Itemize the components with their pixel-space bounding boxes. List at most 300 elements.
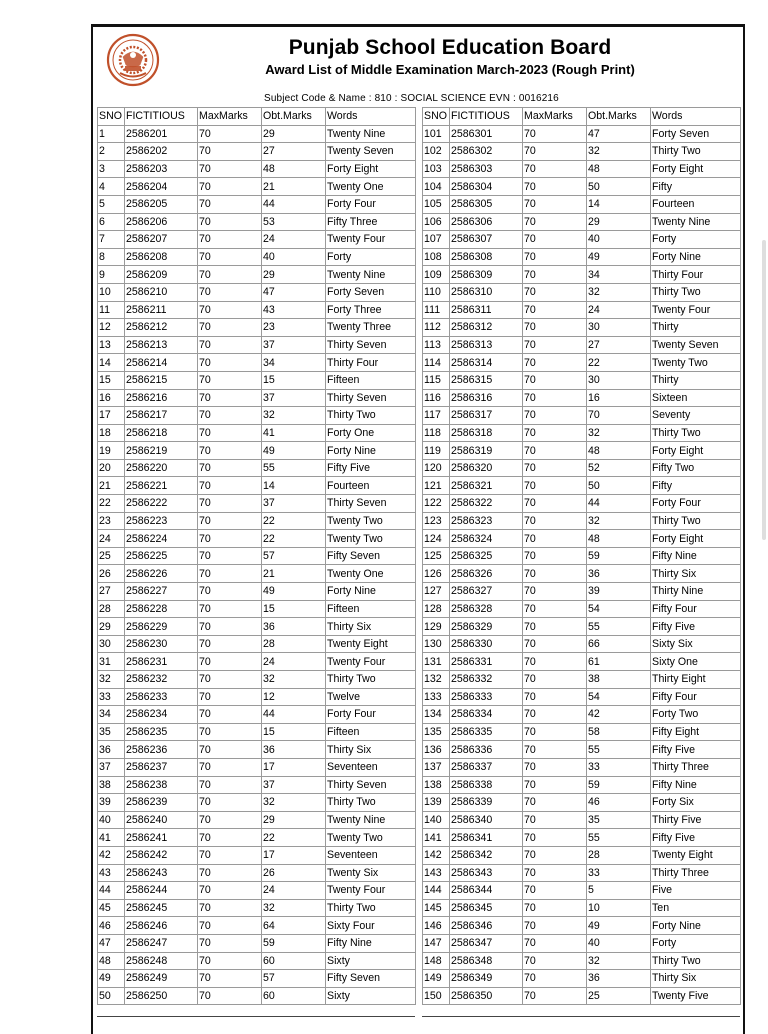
cell-obtmarks: 58 bbox=[587, 723, 651, 741]
table-row bbox=[98, 565, 416, 583]
cell-fictitious: 2586345 bbox=[450, 899, 523, 917]
cell-words: Forty Nine bbox=[651, 248, 741, 266]
cell-sno: 116 bbox=[423, 389, 450, 407]
cell-obtmarks: 22 bbox=[262, 512, 326, 530]
cell-sno: 138 bbox=[423, 776, 450, 794]
cell-obtmarks: 17 bbox=[262, 846, 326, 864]
cell-maxmarks: 70 bbox=[523, 776, 587, 794]
cell-fictitious: 2586219 bbox=[125, 442, 198, 460]
cell-fictitious: 2586334 bbox=[450, 706, 523, 724]
subject-code-line: Subject Code & Name : 810 : SOCIAL SCIENCE EVN : 0016216 bbox=[264, 93, 559, 104]
cell-obtmarks: 49 bbox=[587, 248, 651, 266]
cell-maxmarks: 70 bbox=[198, 899, 262, 917]
cell-obtmarks: 29 bbox=[262, 125, 326, 143]
cell-fictitious: 2586244 bbox=[125, 882, 198, 900]
cell-obtmarks: 36 bbox=[587, 970, 651, 988]
cell-words: Fifteen bbox=[326, 600, 416, 618]
cell-words: Twenty Four bbox=[326, 653, 416, 671]
cell-obtmarks: 44 bbox=[262, 706, 326, 724]
table-row bbox=[423, 829, 741, 847]
cell-maxmarks: 70 bbox=[198, 477, 262, 495]
cell-sno: 17 bbox=[98, 407, 125, 425]
cell-fictitious: 2586328 bbox=[450, 600, 523, 618]
table-row bbox=[423, 459, 741, 477]
cell-words: Thirty Seven bbox=[326, 336, 416, 354]
table-row bbox=[98, 442, 416, 460]
cell-obtmarks: 55 bbox=[587, 829, 651, 847]
cell-obtmarks: 47 bbox=[587, 125, 651, 143]
cell-obtmarks: 14 bbox=[262, 477, 326, 495]
cell-maxmarks: 70 bbox=[198, 794, 262, 812]
cell-maxmarks: 70 bbox=[198, 600, 262, 618]
cell-words: Forty Seven bbox=[326, 283, 416, 301]
table-row bbox=[423, 407, 741, 425]
cell-sno: 144 bbox=[423, 882, 450, 900]
cell-obtmarks: 29 bbox=[262, 811, 326, 829]
cell-words: Twenty Two bbox=[326, 530, 416, 548]
table-row bbox=[423, 671, 741, 689]
table-row bbox=[423, 970, 741, 988]
cell-maxmarks: 70 bbox=[198, 336, 262, 354]
table-row bbox=[98, 125, 416, 143]
cell-obtmarks: 16 bbox=[587, 389, 651, 407]
cell-sno: 142 bbox=[423, 846, 450, 864]
cell-words: Twenty Four bbox=[326, 882, 416, 900]
cell-fictitious: 2586347 bbox=[450, 934, 523, 952]
cell-maxmarks: 70 bbox=[198, 178, 262, 196]
cell-maxmarks: 70 bbox=[523, 723, 587, 741]
table-row bbox=[423, 424, 741, 442]
table-row bbox=[98, 547, 416, 565]
table-row bbox=[423, 283, 741, 301]
table-row bbox=[423, 178, 741, 196]
cell-maxmarks: 70 bbox=[523, 371, 587, 389]
cell-obtmarks: 22 bbox=[262, 530, 326, 548]
cell-sno: 101 bbox=[423, 125, 450, 143]
table-row bbox=[98, 653, 416, 671]
cell-sno: 120 bbox=[423, 459, 450, 477]
table-row bbox=[423, 160, 741, 178]
cell-sno: 9 bbox=[98, 266, 125, 284]
cell-maxmarks: 70 bbox=[198, 706, 262, 724]
cell-words: Fourteen bbox=[651, 195, 741, 213]
cell-fictitious: 2586240 bbox=[125, 811, 198, 829]
cell-words: Twenty Two bbox=[326, 829, 416, 847]
table-row bbox=[98, 811, 416, 829]
cell-words: Forty Eight bbox=[651, 442, 741, 460]
cell-maxmarks: 70 bbox=[198, 195, 262, 213]
cell-words: Forty bbox=[326, 248, 416, 266]
cell-words: Fifty Nine bbox=[651, 776, 741, 794]
table-row bbox=[423, 723, 741, 741]
column-header-sno: SNO bbox=[98, 108, 125, 126]
table-row bbox=[98, 829, 416, 847]
cell-words: Fifty Two bbox=[651, 459, 741, 477]
cell-maxmarks: 70 bbox=[523, 477, 587, 495]
cell-sno: 37 bbox=[98, 758, 125, 776]
table-row bbox=[423, 547, 741, 565]
cell-sno: 27 bbox=[98, 583, 125, 601]
cell-words: Twenty Eight bbox=[326, 635, 416, 653]
cell-obtmarks: 48 bbox=[587, 442, 651, 460]
table-row bbox=[423, 600, 741, 618]
cell-words: Twenty Four bbox=[651, 301, 741, 319]
cell-fictitious: 2586324 bbox=[450, 530, 523, 548]
cell-sno: 114 bbox=[423, 354, 450, 372]
table-row bbox=[98, 459, 416, 477]
cell-obtmarks: 33 bbox=[587, 758, 651, 776]
cell-sno: 15 bbox=[98, 371, 125, 389]
cell-fictitious: 2586228 bbox=[125, 600, 198, 618]
cell-sno: 5 bbox=[98, 195, 125, 213]
cell-fictitious: 2586305 bbox=[450, 195, 523, 213]
cell-maxmarks: 70 bbox=[198, 846, 262, 864]
cell-words: Forty bbox=[651, 231, 741, 249]
cell-maxmarks: 70 bbox=[198, 723, 262, 741]
cell-words: Twenty Three bbox=[326, 319, 416, 337]
cell-words: Forty Nine bbox=[326, 583, 416, 601]
table-row bbox=[98, 283, 416, 301]
cell-obtmarks: 21 bbox=[262, 565, 326, 583]
table-row bbox=[98, 618, 416, 636]
table-row bbox=[423, 248, 741, 266]
cell-maxmarks: 70 bbox=[523, 424, 587, 442]
cell-obtmarks: 48 bbox=[587, 530, 651, 548]
table-row bbox=[98, 776, 416, 794]
table-row bbox=[98, 160, 416, 178]
cell-obtmarks: 12 bbox=[262, 688, 326, 706]
cell-obtmarks: 10 bbox=[587, 899, 651, 917]
table-row bbox=[98, 495, 416, 513]
table-row bbox=[423, 846, 741, 864]
cell-words: Fifty Five bbox=[326, 459, 416, 477]
cell-fictitious: 2586310 bbox=[450, 283, 523, 301]
cell-fictitious: 2586225 bbox=[125, 547, 198, 565]
cell-obtmarks: 32 bbox=[587, 512, 651, 530]
cell-maxmarks: 70 bbox=[523, 283, 587, 301]
cell-maxmarks: 70 bbox=[198, 741, 262, 759]
cell-words: Fifty bbox=[651, 477, 741, 495]
cell-fictitious: 2586215 bbox=[125, 371, 198, 389]
cell-words: Thirty Four bbox=[326, 354, 416, 372]
cell-fictitious: 2586304 bbox=[450, 178, 523, 196]
cell-words: Ten bbox=[651, 899, 741, 917]
cell-sno: 133 bbox=[423, 688, 450, 706]
cell-obtmarks: 41 bbox=[262, 424, 326, 442]
cell-maxmarks: 70 bbox=[198, 407, 262, 425]
cell-maxmarks: 70 bbox=[523, 952, 587, 970]
cell-words: Twenty Six bbox=[326, 864, 416, 882]
cell-sno: 44 bbox=[98, 882, 125, 900]
table-row bbox=[98, 688, 416, 706]
cell-words: Sixty Four bbox=[326, 917, 416, 935]
cell-sno: 150 bbox=[423, 987, 450, 1005]
cell-maxmarks: 70 bbox=[198, 970, 262, 988]
cell-obtmarks: 32 bbox=[587, 952, 651, 970]
table-row bbox=[423, 371, 741, 389]
cell-fictitious: 2586223 bbox=[125, 512, 198, 530]
cell-sno: 104 bbox=[423, 178, 450, 196]
cell-fictitious: 2586208 bbox=[125, 248, 198, 266]
cell-fictitious: 2586231 bbox=[125, 653, 198, 671]
cell-maxmarks: 70 bbox=[198, 143, 262, 161]
cell-fictitious: 2586332 bbox=[450, 671, 523, 689]
cell-maxmarks: 70 bbox=[198, 917, 262, 935]
cell-fictitious: 2586319 bbox=[450, 442, 523, 460]
cell-obtmarks: 15 bbox=[262, 371, 326, 389]
table-row bbox=[423, 477, 741, 495]
cell-obtmarks: 49 bbox=[262, 442, 326, 460]
cell-sno: 29 bbox=[98, 618, 125, 636]
cell-maxmarks: 70 bbox=[198, 389, 262, 407]
cell-words: Twenty Nine bbox=[326, 266, 416, 284]
cell-fictitious: 2586220 bbox=[125, 459, 198, 477]
table-header-row bbox=[423, 108, 741, 126]
table-row bbox=[98, 583, 416, 601]
cell-fictitious: 2586216 bbox=[125, 389, 198, 407]
table-row bbox=[98, 952, 416, 970]
table-row bbox=[423, 336, 741, 354]
cell-words: Thirty Two bbox=[651, 143, 741, 161]
cell-maxmarks: 70 bbox=[523, 653, 587, 671]
cell-maxmarks: 70 bbox=[198, 231, 262, 249]
cell-fictitious: 2586214 bbox=[125, 354, 198, 372]
cell-sno: 118 bbox=[423, 424, 450, 442]
table-row bbox=[98, 635, 416, 653]
table-row bbox=[423, 741, 741, 759]
table-row bbox=[423, 882, 741, 900]
cell-obtmarks: 24 bbox=[262, 653, 326, 671]
cell-words: Twenty One bbox=[326, 178, 416, 196]
table-row bbox=[98, 794, 416, 812]
cell-words: Thirty Six bbox=[651, 970, 741, 988]
cell-sno: 6 bbox=[98, 213, 125, 231]
cell-words: Twenty Eight bbox=[651, 846, 741, 864]
cell-fictitious: 2586331 bbox=[450, 653, 523, 671]
cell-sno: 39 bbox=[98, 794, 125, 812]
cell-words: Forty Four bbox=[651, 495, 741, 513]
table-row bbox=[423, 811, 741, 829]
cell-maxmarks: 70 bbox=[198, 459, 262, 477]
cell-words: Twenty Nine bbox=[651, 213, 741, 231]
cell-obtmarks: 70 bbox=[587, 407, 651, 425]
cell-maxmarks: 70 bbox=[523, 811, 587, 829]
cell-words: Thirty Two bbox=[326, 671, 416, 689]
cell-fictitious: 2586321 bbox=[450, 477, 523, 495]
cell-maxmarks: 70 bbox=[523, 882, 587, 900]
cell-words: Thirty Two bbox=[651, 512, 741, 530]
cell-words: Seventy bbox=[651, 407, 741, 425]
cell-fictitious: 2586341 bbox=[450, 829, 523, 847]
cell-maxmarks: 70 bbox=[523, 741, 587, 759]
cell-fictitious: 2586209 bbox=[125, 266, 198, 284]
cell-obtmarks: 28 bbox=[262, 635, 326, 653]
cell-fictitious: 2586318 bbox=[450, 424, 523, 442]
cell-obtmarks: 15 bbox=[262, 723, 326, 741]
cell-obtmarks: 44 bbox=[262, 195, 326, 213]
cell-fictitious: 2586342 bbox=[450, 846, 523, 864]
table-row bbox=[98, 143, 416, 161]
cell-words: Twelve bbox=[326, 688, 416, 706]
cell-fictitious: 2586302 bbox=[450, 143, 523, 161]
cell-maxmarks: 70 bbox=[198, 319, 262, 337]
cell-fictitious: 2586340 bbox=[450, 811, 523, 829]
cell-words: Fifty Nine bbox=[326, 934, 416, 952]
table-row bbox=[423, 125, 741, 143]
cell-fictitious: 2586222 bbox=[125, 495, 198, 513]
table-row bbox=[423, 565, 741, 583]
cell-words: Fifty Four bbox=[651, 688, 741, 706]
table-row bbox=[423, 952, 741, 970]
table-row bbox=[98, 195, 416, 213]
table-row bbox=[423, 530, 741, 548]
cell-sno: 148 bbox=[423, 952, 450, 970]
cell-fictitious: 2586204 bbox=[125, 178, 198, 196]
cell-obtmarks: 22 bbox=[587, 354, 651, 372]
cell-maxmarks: 70 bbox=[198, 547, 262, 565]
cell-sno: 33 bbox=[98, 688, 125, 706]
cell-sno: 49 bbox=[98, 970, 125, 988]
table-row bbox=[98, 319, 416, 337]
cell-sno: 45 bbox=[98, 899, 125, 917]
table-row bbox=[98, 371, 416, 389]
cell-words: Sixty bbox=[326, 952, 416, 970]
cell-obtmarks: 14 bbox=[587, 195, 651, 213]
table-row bbox=[98, 301, 416, 319]
cell-fictitious: 2586327 bbox=[450, 583, 523, 601]
cell-maxmarks: 70 bbox=[523, 195, 587, 213]
table-row bbox=[98, 882, 416, 900]
cell-fictitious: 2586307 bbox=[450, 231, 523, 249]
table-row bbox=[98, 213, 416, 231]
cell-sno: 145 bbox=[423, 899, 450, 917]
cell-obtmarks: 24 bbox=[587, 301, 651, 319]
cell-sno: 13 bbox=[98, 336, 125, 354]
table-row bbox=[423, 495, 741, 513]
cell-fictitious: 2586201 bbox=[125, 125, 198, 143]
table-row bbox=[423, 354, 741, 372]
cell-words: Thirty Seven bbox=[326, 776, 416, 794]
cell-obtmarks: 57 bbox=[262, 970, 326, 988]
cell-words: Seventeen bbox=[326, 758, 416, 776]
table-row bbox=[98, 934, 416, 952]
cell-fictitious: 2586338 bbox=[450, 776, 523, 794]
cell-sno: 117 bbox=[423, 407, 450, 425]
cell-obtmarks: 60 bbox=[262, 952, 326, 970]
column-header-obtmarks: Obt.Marks bbox=[262, 108, 326, 126]
cell-fictitious: 2586213 bbox=[125, 336, 198, 354]
cell-maxmarks: 70 bbox=[198, 776, 262, 794]
cell-maxmarks: 70 bbox=[523, 794, 587, 812]
award-table-right bbox=[422, 107, 741, 1005]
cell-words: Fifty Four bbox=[651, 600, 741, 618]
table-row bbox=[98, 741, 416, 759]
cell-sno: 46 bbox=[98, 917, 125, 935]
cell-maxmarks: 70 bbox=[523, 547, 587, 565]
cell-obtmarks: 39 bbox=[587, 583, 651, 601]
cell-sno: 41 bbox=[98, 829, 125, 847]
cell-maxmarks: 70 bbox=[523, 495, 587, 513]
pseb-seal-icon bbox=[106, 33, 160, 87]
column-header-fictitious: FICTITIOUS bbox=[125, 108, 198, 126]
cell-obtmarks: 28 bbox=[587, 846, 651, 864]
cell-sno: 50 bbox=[98, 987, 125, 1005]
cell-obtmarks: 53 bbox=[262, 213, 326, 231]
cell-obtmarks: 48 bbox=[587, 160, 651, 178]
cell-words: Forty Nine bbox=[651, 917, 741, 935]
table-row bbox=[423, 688, 741, 706]
cell-maxmarks: 70 bbox=[198, 565, 262, 583]
cell-fictitious: 2586206 bbox=[125, 213, 198, 231]
cell-words: Thirty Six bbox=[326, 618, 416, 636]
cell-fictitious: 2586313 bbox=[450, 336, 523, 354]
table-body-right bbox=[423, 125, 741, 1005]
cell-sno: 4 bbox=[98, 178, 125, 196]
cell-sno: 22 bbox=[98, 495, 125, 513]
table-row bbox=[98, 389, 416, 407]
cell-sno: 115 bbox=[423, 371, 450, 389]
cell-maxmarks: 70 bbox=[198, 512, 262, 530]
cell-maxmarks: 70 bbox=[523, 319, 587, 337]
cell-sno: 127 bbox=[423, 583, 450, 601]
cell-words: Twenty Seven bbox=[651, 336, 741, 354]
table-row bbox=[98, 530, 416, 548]
cell-obtmarks: 29 bbox=[587, 213, 651, 231]
cell-fictitious: 2586325 bbox=[450, 547, 523, 565]
table-row bbox=[423, 917, 741, 935]
table-row bbox=[423, 266, 741, 284]
cell-obtmarks: 40 bbox=[262, 248, 326, 266]
cell-sno: 125 bbox=[423, 547, 450, 565]
cell-sno: 131 bbox=[423, 653, 450, 671]
cell-obtmarks: 22 bbox=[262, 829, 326, 847]
cell-fictitious: 2586309 bbox=[450, 266, 523, 284]
cell-sno: 112 bbox=[423, 319, 450, 337]
cell-maxmarks: 70 bbox=[198, 952, 262, 970]
cell-maxmarks: 70 bbox=[523, 671, 587, 689]
cell-obtmarks: 46 bbox=[587, 794, 651, 812]
cell-obtmarks: 27 bbox=[262, 143, 326, 161]
cell-sno: 7 bbox=[98, 231, 125, 249]
cell-maxmarks: 70 bbox=[523, 987, 587, 1005]
cell-fictitious: 2586232 bbox=[125, 671, 198, 689]
cell-sno: 8 bbox=[98, 248, 125, 266]
table-row bbox=[423, 512, 741, 530]
cell-fictitious: 2586330 bbox=[450, 635, 523, 653]
cell-sno: 141 bbox=[423, 829, 450, 847]
cell-obtmarks: 37 bbox=[262, 389, 326, 407]
cell-words: Thirty bbox=[651, 371, 741, 389]
cell-fictitious: 2586306 bbox=[450, 213, 523, 231]
cell-obtmarks: 60 bbox=[262, 987, 326, 1005]
cell-fictitious: 2586339 bbox=[450, 794, 523, 812]
cell-words: Forty Eight bbox=[651, 530, 741, 548]
cell-fictitious: 2586337 bbox=[450, 758, 523, 776]
cell-words: Fifty Nine bbox=[651, 547, 741, 565]
cell-obtmarks: 55 bbox=[587, 741, 651, 759]
cell-words: Thirty bbox=[651, 319, 741, 337]
cell-maxmarks: 70 bbox=[198, 688, 262, 706]
cell-fictitious: 2586315 bbox=[450, 371, 523, 389]
cell-maxmarks: 70 bbox=[523, 829, 587, 847]
cell-sno: 146 bbox=[423, 917, 450, 935]
cell-sno: 18 bbox=[98, 424, 125, 442]
table-row bbox=[423, 794, 741, 812]
cell-words: Thirty Two bbox=[651, 283, 741, 301]
vertical-scrollbar[interactable] bbox=[762, 240, 766, 540]
cell-fictitious: 2586226 bbox=[125, 565, 198, 583]
column-header-fictitious: FICTITIOUS bbox=[450, 108, 523, 126]
